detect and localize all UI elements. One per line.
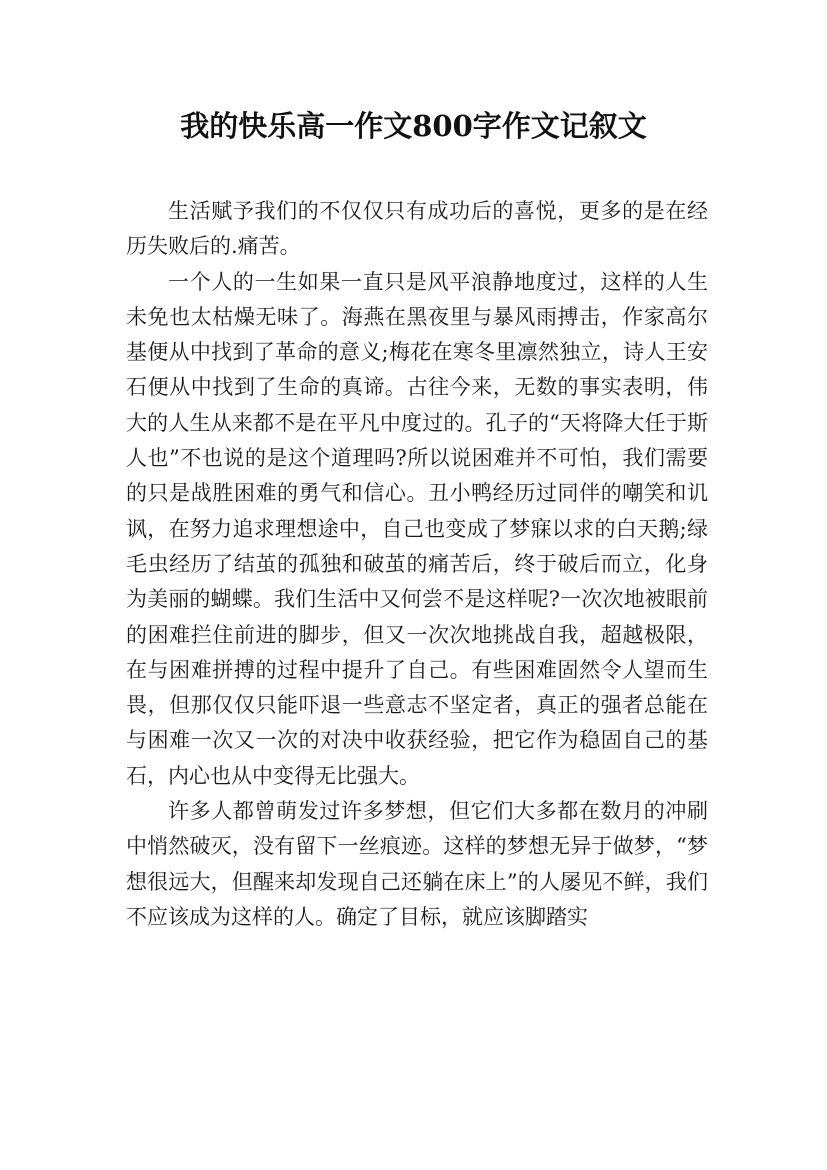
document-title: 我的快乐高一作文800字作文记叙文 (180, 109, 647, 143)
document-body (126, 194, 708, 935)
paragraph-1: 生活赋予我们的不仅仅只有成功后的喜悦，更多的是在经历失败后的.痛苦。 (126, 199, 708, 259)
paragraph-3: 许多人都曾萌发过许多梦想，但它们大多都在数月的冲刷中悄然破灭，没有留下一丝痕迹。这样的梦想无异于做梦，“梦想很远大，但醒来却发现自己还躺在床上”的人屡见不鲜，我们不应该成为这样的人。确定了目标，就应该脚踏实 (126, 799, 708, 929)
paragraph-2: 一个人的一生如果一直只是风平浪静地度过，这样的人生未免也太枯燥无味了。海燕在黑夜里与暴风雨搏击，作家高尔基便从中找到了革命的意义;梅花在寒冬里凛然独立，诗人王安石便从中找到了生命的真谛。古往今来，无数的事实表明，伟大的人生从来都不是在平凡中度过的。孔子的“天将降大任于斯人也”不也说的是这个道理吗?所以说困难并不可怕，我们需要的只是战胜困难的勇气和信心。丑小鸭经历过同伴的嘲笑和讥讽，在努力追求理想途中，自己也变成了梦寐以求的白天鹅;绿毛虫经历了结茧的孤独和破茧的痛苦后，终于破后而立，化身为美丽的蝴蝶。我们生活中又何尝不是这样呢?一次次地被眼前的困难拦住前进的脚步，但又一次次地挑战自我，超越极限，在与困难拼搏的过程中提升了自己。有些困难固然令人望而生畏，但那仅仅只能吓退一些意志不坚定者，真正的强者总能在与困难一次又一次的对决中收获经验，把它作为稳固自己的基石，内心也从中变得无比强大。 (126, 269, 708, 788)
